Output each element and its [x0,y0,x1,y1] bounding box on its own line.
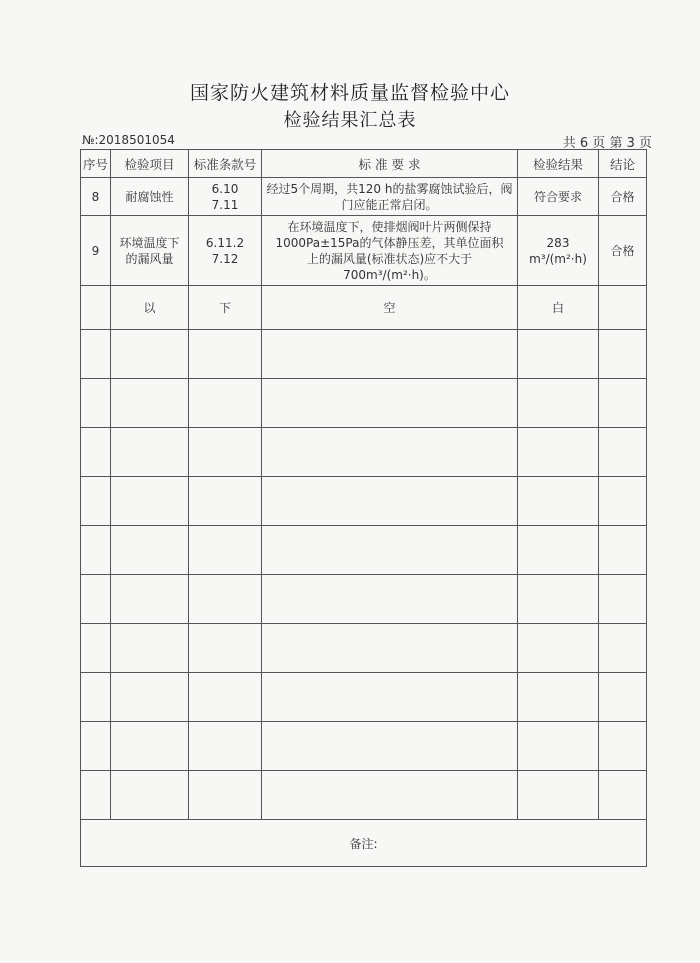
empty-row [81,722,647,771]
empty-cell [599,286,647,330]
requirement-line: 在环境温度下，使排烟阀叶片两侧保持 [287,219,492,234]
results-table [80,149,647,867]
row-clauses [189,178,262,216]
col-header-result: 检验结果 [518,150,599,178]
row-no: 9 [81,216,111,286]
blank-marker-row [81,286,647,330]
blank-marker: 下 [189,286,262,330]
row-result: 符合要求 [518,178,599,216]
empty-row [81,526,647,575]
clause: 7.12 [211,251,239,266]
row-item: 耐腐蚀性 [111,178,189,216]
empty-row [81,575,647,624]
center-title: 国家防火建筑材料质量监督检验中心 [189,82,510,104]
blank-marker: 以 [111,286,189,330]
requirement-line: 1000Pa±15Pa的气体静压差，其单位面积 [275,235,504,250]
row-requirement [262,216,518,286]
row-clauses [189,216,262,286]
remarks-label: 备注: [81,820,647,867]
empty-row [81,379,647,428]
doc-no-value: 2018501054 [98,133,175,147]
requirement-line: 700m³/(m²·h)。 [343,267,436,282]
empty-row [81,771,647,820]
col-header-clause: 标准条款号 [189,150,262,178]
doc-no-label: №: [82,133,99,147]
result-value: 283 [546,235,570,250]
requirement-line: 上的漏风量(标准状态)应不大于 [306,251,473,266]
col-header-no: 序号 [81,150,111,178]
col-header-requirement: 标 准 要 求 [262,150,518,178]
row-requirement: 经过5个周期，共120 h的盐雾腐蚀试验后，阀门应能正常启闭。 [262,178,518,216]
row-conclusion: 合格 [599,216,647,286]
empty-row [81,624,647,673]
empty-row [81,428,647,477]
clause: 7.11 [211,197,239,212]
result-unit: m³/(m²·h) [529,251,587,266]
header-row [81,150,647,178]
document-number [82,133,175,147]
table-row [81,216,647,286]
row-item [111,216,189,286]
blank-marker: 空 [262,286,518,330]
row-no: 8 [81,178,111,216]
blank-marker: 白 [518,286,599,330]
clause: 6.11.2 [205,235,245,250]
row-conclusion: 合格 [599,178,647,216]
report-title: 检验结果汇总表 [283,110,417,131]
total-pages: 共 6 页 [562,136,606,151]
empty-row [81,330,647,379]
current-page: 第 3 页 [609,136,652,151]
empty-row [81,477,647,526]
col-header-item: 检验项目 [111,150,189,178]
row-result [518,216,599,286]
clause: 6.10 [211,181,239,196]
table-row [81,178,647,216]
empty-cell [81,286,111,330]
empty-row [81,673,647,722]
remarks-row [81,820,647,867]
col-header-conclusion: 结论 [599,150,647,178]
row-item-text: 环境温度下的漏风量 [119,235,180,266]
